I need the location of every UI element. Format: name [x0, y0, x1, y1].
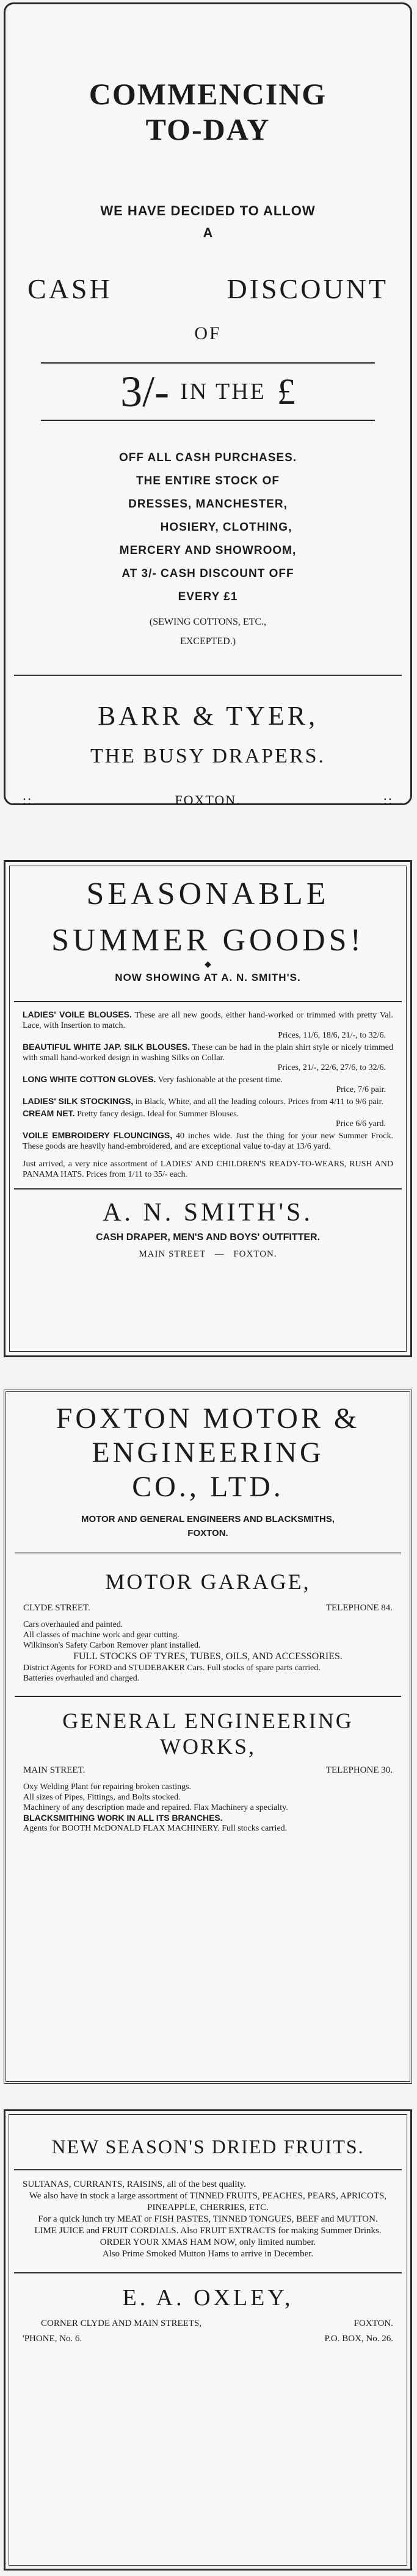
foxton-motor-advertisement	[4, 1390, 412, 2084]
street-name: MAIN STREET	[139, 1249, 206, 1259]
item-title: BEAUTIFUL WHITE JAP. SILK BLOUSES.	[23, 1042, 190, 1052]
company-heading-line2: ENGINEERING	[92, 1437, 324, 1469]
item-price: Price 6/6 yard.	[335, 1119, 386, 1128]
item-cream-net	[23, 1108, 393, 1119]
of-word: OF	[194, 323, 222, 343]
off-line: OFF ALL CASH PURCHASES.	[118, 451, 297, 464]
divider	[14, 675, 402, 676]
divider	[14, 1188, 402, 1189]
discount-word: DISCOUNT	[227, 273, 388, 304]
item-price: Prices, 11/6, 18/6, 21/-, to 32/6.	[278, 1031, 386, 1040]
works-heading-line2: WORKS,	[159, 1734, 256, 1759]
service-line: Batteries overhauled and charged.	[23, 1674, 140, 1683]
service-line: Agents for BOOTH McDONALD FLAX MACHINERY. Full stocks carried.	[23, 1824, 288, 1833]
every-pound-line: EVERY £1	[178, 590, 238, 603]
excepted-line: EXCEPTED.)	[179, 636, 236, 647]
item-voile-blouses	[23, 1010, 393, 1031]
cash-word: CASH	[27, 273, 112, 304]
today-heading: TO-DAY	[145, 112, 270, 146]
now-showing-line: NOW SHOWING AT A. N. SMITH'S.	[115, 972, 301, 983]
garage-services	[6, 1620, 410, 1684]
grocery-line: For a quick lunch try MEAT or FISH PASTES, TINNED TONGUES, BEEF and MUTTON.	[38, 2214, 378, 2224]
firm-name: A. N. SMITH'S.	[103, 1199, 313, 1227]
discount-amount: 3/-	[120, 367, 170, 416]
dried-fruits-heading: NEW SEASON'S DRIED FRUITS.	[51, 2136, 364, 2158]
company-town: FOXTON.	[187, 1528, 228, 1538]
service-line: BLACKSMITHING WORK IN ALL ITS BRANCHES.	[23, 1813, 223, 1823]
town-name: FOXTON.	[354, 2319, 393, 2328]
bullet-ornament: ◆	[205, 960, 211, 969]
phone-number: 'PHONE, No. 6.	[23, 2334, 82, 2344]
service-line: All sizes of Pipes, Fittings, and Bolts stocked.	[23, 1793, 181, 1802]
garage-heading: MOTOR GARAGE,	[105, 1570, 311, 1594]
item-text: These can be had in the plain shirt style or nicely trimmed with small hand-worked design in washing Silks on Collar.	[23, 1043, 394, 1063]
allow-line: WE HAVE DECIDED TO ALLOW	[100, 203, 316, 218]
divider	[15, 1552, 401, 1554]
firm-name: E. A. OXLEY,	[122, 2285, 294, 2311]
item-ready-to-wears: Just arrived, a very nice assortment of LADIES' AND CHILDREN'S READY-TO-WEARS, RUSH AND PANAMA HATS. Prices from 1/11 to 35/- each.	[23, 1160, 393, 1179]
divider	[15, 1696, 401, 1697]
grocery-line: We also have in stock a large assortment of TINNED FRUITS, PEACHES, PEARS, APRICOTS, PINEAPPLE, CHERRIES, ETC.	[29, 2191, 387, 2212]
sewing-line: (SEWING COTTONS, ETC.,	[149, 617, 267, 627]
item-title: CREAM NET.	[23, 1108, 75, 1118]
service-line: Oxy Welding Plant for repairing broken castings.	[23, 1782, 192, 1792]
summer-goods-heading: SUMMER GOODS!	[51, 923, 364, 958]
allow-a: A	[203, 225, 213, 240]
divider	[14, 1001, 402, 1002]
commencing-heading: COMMENCING	[89, 77, 327, 111]
colon-ornament-left: ::	[23, 792, 33, 808]
item-title: LADIES' VOILE BLOUSES.	[23, 1010, 132, 1019]
divider	[14, 2169, 402, 2170]
service-line: Cars overhauled and painted.	[23, 1620, 123, 1629]
mercery-line: MERCERY AND SHOWROOM,	[119, 544, 297, 557]
grocery-line: LIME JUICE and FRUIT CORDIALS. Also FRUIT EXTRACTS for making Summer Drinks.	[34, 2226, 382, 2236]
grocery-lines	[5, 2179, 410, 2260]
item-text: Very fashionable at the present time.	[158, 1075, 283, 1085]
po-box: P.O. BOX, No. 26.	[324, 2334, 393, 2344]
item-title: LADIES' SILK STOCKINGS,	[23, 1096, 134, 1106]
item-voile-flouncings	[23, 1130, 393, 1152]
item-title: LONG WHITE COTTON GLOVES.	[23, 1074, 156, 1084]
item-silk-stockings	[23, 1096, 393, 1107]
item-price: Prices, 21/-, 22/6, 27/6, to 32/6.	[277, 1063, 386, 1072]
item-title: VOILE EMBROIDERY FLOUNCINGS,	[23, 1130, 173, 1140]
company-heading-line3: CO., LTD.	[132, 1471, 284, 1503]
item-jap-silk-blouses	[23, 1042, 393, 1063]
an-smith-advertisement	[4, 860, 412, 1357]
hosiery-line: HOSIERY, CLOTHING,	[160, 521, 292, 534]
company-heading-line1: FOXTON MOTOR &	[56, 1402, 360, 1435]
dash: —	[214, 1249, 225, 1259]
firm-tagline: THE BUSY DRAPERS.	[90, 745, 326, 767]
grocery-line: SULTANAS, CURRANTS, RAISINS, all of the best quality.	[23, 2180, 247, 2189]
town-name: FOXTON.	[233, 1249, 277, 1259]
dresses-line: DRESSES, MANCHESTER,	[128, 498, 288, 511]
at-discount-line: AT 3/- CASH DISCOUNT OFF	[121, 567, 294, 580]
seasonable-heading: SEASONABLE	[86, 877, 330, 911]
works-street: MAIN STREET.	[23, 1765, 85, 1775]
item-text: These are all new goods, either hand-worked or trimmed with pretty Val. Lace, with Insertion to match.	[23, 1011, 393, 1030]
works-phone: TELEPHONE 30.	[325, 1765, 393, 1775]
firm-address: CORNER CLYDE AND MAIN STREETS,	[41, 2319, 202, 2328]
service-line: District Agents for FORD and STUDEBAKER Cars. Full stocks of spare parts carried.	[23, 1663, 321, 1673]
item-cotton-gloves	[23, 1074, 393, 1085]
garage-street: CLYDE STREET.	[23, 1603, 90, 1613]
company-subtitle: MOTOR AND GENERAL ENGINEERS AND BLACKSMITHS,	[81, 1514, 335, 1524]
firm-description: CASH DRAPER, MEN'S AND BOYS' OUTFITTER.	[95, 1232, 321, 1243]
service-line: Wilkinson's Safety Carbon Remover plant installed.	[23, 1641, 201, 1650]
entire-line: THE ENTIRE STOCK OF	[136, 475, 280, 487]
service-line: FULL STOCKS OF TYRES, TUBES, OILS, AND ACCESSORIES.	[73, 1651, 343, 1662]
item-text: in Black, White, and all the leading colours. Prices from 4/11 to 9/6 pair.	[135, 1097, 384, 1107]
item-text: Pretty fancy design. Ideal for Summer Blouses.	[77, 1110, 239, 1119]
grocery-line: ORDER YOUR XMAS HAM NOW, only limited number.	[100, 2237, 316, 2247]
divider	[14, 2272, 402, 2273]
item-price: Price, 7/6 pair.	[336, 1085, 386, 1094]
garage-phone: TELEPHONE 84.	[325, 1603, 393, 1613]
in-the-words: IN THE	[180, 379, 266, 404]
oxley-advertisement	[4, 2109, 412, 2571]
barr-tyer-advertisement	[4, 2, 412, 808]
colon-ornament-right: ::	[383, 792, 393, 808]
works-services	[6, 1782, 410, 1834]
discount-box	[41, 362, 375, 421]
address-line	[5, 1249, 410, 1260]
item-text: 40 inches wide. Just the thing for your new Summer Frock. These goods are heavily hand-embroidered, and are exceptional value to-day at 13/6 yard.	[23, 1132, 393, 1151]
town-name: FOXTON.	[175, 792, 241, 808]
grocery-line: Also Prime Smoked Mutton Hams to arrive in December.	[102, 2249, 314, 2259]
firm-name: BARR & TYER,	[97, 701, 319, 731]
pound-sign: £	[277, 371, 296, 412]
service-line: All classes of machine work and gear cutting.	[23, 1631, 179, 1640]
works-heading-line1: GENERAL ENGINEERING	[62, 1709, 354, 1733]
service-line: Machinery of any description made and repaired. Flax Machinery a specialty.	[23, 1803, 288, 1812]
